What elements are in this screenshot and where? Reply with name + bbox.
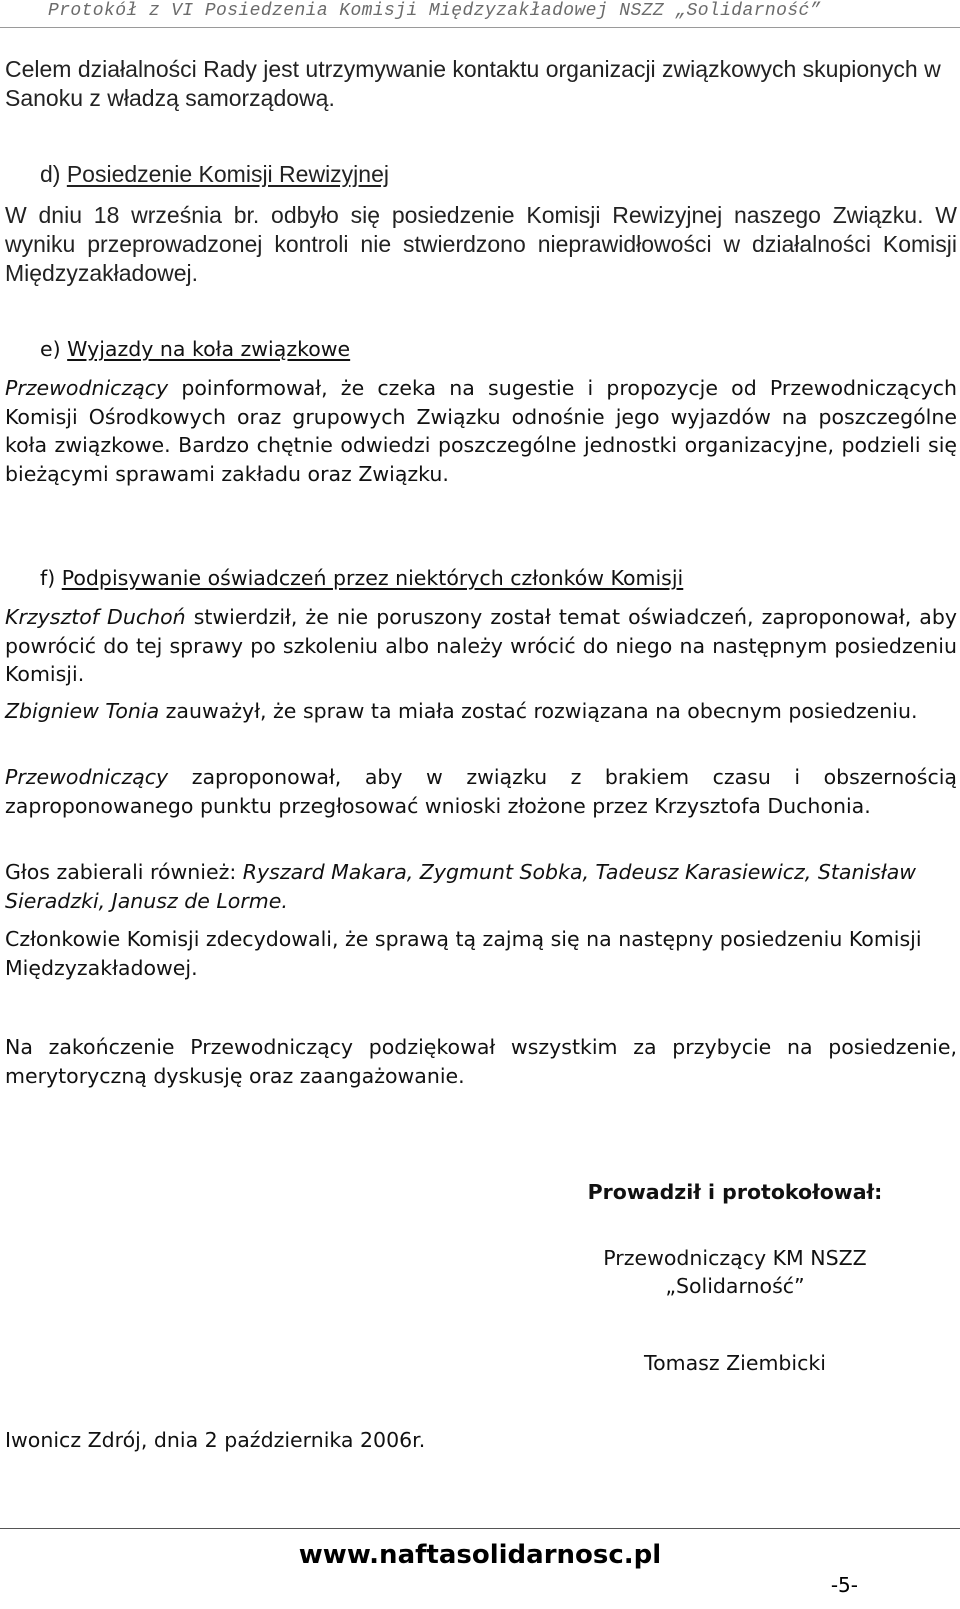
signature-label: Prowadził i protokołował: [587, 1180, 883, 1204]
section-e-letter: e) [40, 337, 61, 361]
section-d-letter: d) [40, 161, 61, 187]
footer-url: www.naftasolidarnosc.pl [298, 1540, 662, 1570]
section-e-heading [40, 335, 350, 364]
place-date: Iwonicz Zdrój, dnia 2 października 2006r. [5, 1428, 426, 1452]
section-f-text-4: Głos zabierali również: [5, 860, 243, 884]
section-f-paragraph-1 [5, 603, 957, 689]
section-f-speaker-3: Przewodniczący [5, 765, 169, 789]
signature-role-line-1: Przewodniczący KM NSZZ [603, 1246, 867, 1270]
section-f-text-1: stwierdził, że nie poruszony został temat oświadczeń, zaproponował, aby powrócić do tej sprawy po szkoleniu albo należy wrócić do niego na następnym posiedzeniu Komisji. [5, 605, 957, 686]
section-f-speaker-2: Zbigniew Tonia [5, 699, 160, 723]
section-e-paragraph [5, 374, 957, 488]
footer-rule [0, 1528, 960, 1529]
section-e-title: Wyjazdy na koła związkowe [67, 337, 351, 361]
intro-paragraph: Celem działalności Rady jest utrzymywanie kontaktu organizacji związkowych skupionych w Sanoku z władzą samorządową. [5, 56, 941, 111]
section-f-paragraph-4 [5, 858, 957, 915]
section-f-text-2: zauważył, że spraw ta miała zostać rozwiązana na obecnym posiedzeniu. [159, 699, 918, 723]
section-e-speaker: Przewodniczący [5, 376, 169, 400]
header-title: Protokół z VI Posiedzenia Komisji Międzyzakładowej NSZZ „Solidarność” [48, 1, 821, 21]
signature-role [560, 1244, 910, 1300]
section-f-paragraph-3 [5, 763, 957, 820]
section-f-paragraph-5: Członkowie Komisji zdecydowali, że sprawą tą zajmą się na następny posiedzeniu Komisji Międzyzakładowej. [5, 927, 922, 980]
signature-name: Tomasz Ziembicki [644, 1351, 826, 1375]
section-d-title: Posiedzenie Komisji Rewizyjnej [66, 161, 389, 187]
section-f-speaker-1: Krzysztof Duchoń [5, 605, 186, 629]
section-f-title: Podpisywanie oświadczeń przez niektórych członków Komisji [61, 566, 684, 590]
section-f-names: Ryszard Makara, Zygmunt Sobka, Tadeusz Karasiewicz, Stanisław Sieradzki, Janusz de Lorme. [5, 860, 917, 913]
section-d-heading [40, 160, 389, 189]
section-f-heading [40, 564, 683, 593]
section-f-paragraph-2 [5, 697, 957, 726]
closing-paragraph: Na zakończenie Przewodniczący podziękował wszystkim za przybycie na posiedzenie, merytoryczną dyskusję oraz zaangażowanie. [5, 1035, 957, 1088]
section-f-letter: f) [40, 566, 56, 590]
section-d-text: W dniu 18 września br. odbyło się posiedzenie Komisji Rewizyjnej naszego Związku. W wyniku przeprowadzonej kontroli nie stwierdzono nieprawidłowości w działalności Komisji Międzyzakładowej. [5, 202, 957, 286]
running-header [0, 0, 960, 28]
signature-role-line-2: „Solidarność” [665, 1274, 805, 1298]
section-e-text: poinformował, że czeka na sugestie i propozycje od Przewodniczących Komisji Ośrodkowych oraz grupowych Związku odnośnie jego wyjazdów na poszczególne koła związkowe. Bardzo chętnie odwiedzi poszczególne jednostki organizacyjne, podzieli się bieżącymi sprawami zakładu oraz Związku. [5, 376, 957, 486]
page-number: -5- [830, 1573, 858, 1597]
header-rule [0, 27, 960, 28]
section-f-text-3: zaproponował, aby w związku z brakiem czasu i obszernością zaproponowanego punktu przegłosować wnioski złożone przez Krzysztofa Duchonia. [5, 765, 957, 818]
